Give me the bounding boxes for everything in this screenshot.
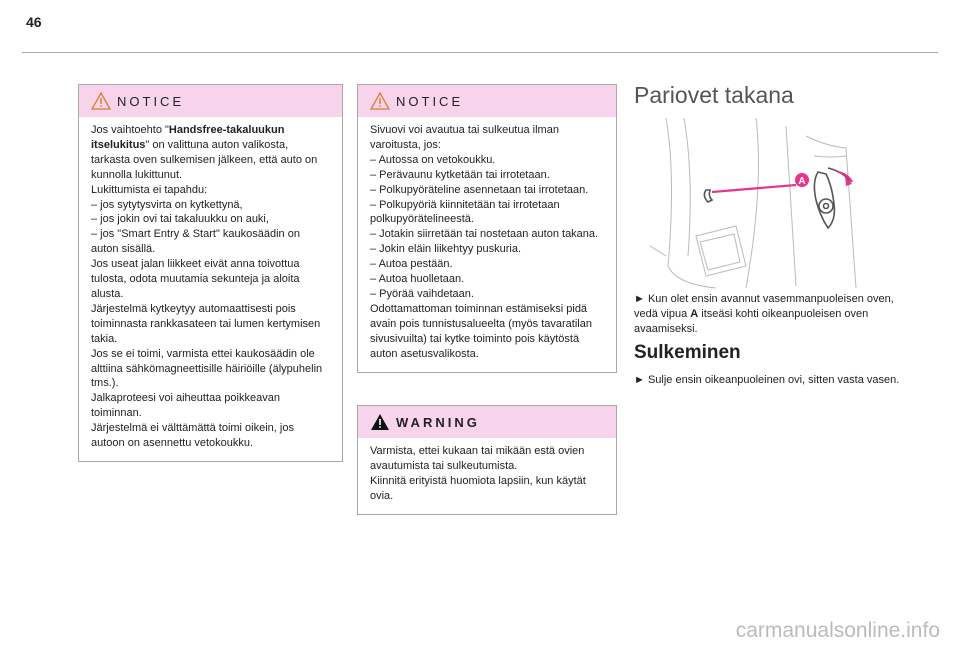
notice-header — [79, 85, 342, 117]
watermark: carmanualsonline.info — [735, 619, 940, 642]
notice-paragraph: Sivuovi voi avautua tai sulkeutua ilman varoitusta, jos: — [370, 124, 559, 151]
notice-list-item: – jos sytytysvirta on kytkettynä, — [91, 198, 243, 211]
warning-paragraph: Varmista, ettei kukaan tai mikään estä ovien avautumista tai sulkeutumista. — [370, 445, 585, 472]
notice-paragraph: Lukittumista ei tapahdu: — [91, 183, 208, 196]
section-title: Pariovet takana — [634, 82, 794, 108]
notice-list-item: – Autoa huolletaan. — [370, 273, 465, 286]
warning-body — [358, 438, 616, 514]
notice-box-side-door — [357, 84, 617, 373]
notice-title: NOTICE — [117, 93, 185, 109]
warning-title: WARNING — [396, 414, 480, 430]
notice-list-item: – Autoa pestään. — [370, 258, 453, 271]
notice-list-item: – Jotakin siirretään tai nostetaan auton takana. — [370, 228, 599, 241]
notice-paragraph: Jalkaproteesi voi aiheuttaa poikkeavan toiminnan. — [91, 392, 280, 420]
warning-paragraph: Kiinnitä erityistä huomiota lapsiin, kun käytät ovia. — [370, 474, 586, 502]
warning-triangle-icon — [370, 413, 390, 431]
notice-list-item: – Polkupyöräteline asennetaan tai irrotetaan. — [370, 183, 589, 196]
warning-header — [358, 406, 616, 438]
notice-body — [358, 117, 616, 372]
notice-list-item: – Autossa on vetokoukku. — [370, 153, 496, 166]
notice-paragraph: Jos se ei toimi, varmista ettei kaukosäädin ole alttiina sähkömagneettisille häiriöille (älypuhelin tms.). — [91, 347, 323, 390]
notice-box-handsfree — [78, 84, 343, 462]
notice-list-item: – Pyörää vaihdetaan. — [370, 287, 474, 300]
opening-instruction: ► Kun olet ensin avannut vasemmanpuoleisen oven, vedä vipua A itseäsi kohti oikeanpuoleisen oven avaamiseksi. — [634, 293, 894, 335]
notice-title: NOTICE — [396, 93, 464, 109]
notice-list-item: – Perävaunu kytketään tai irrotetaan. — [370, 168, 550, 181]
notice-list-item: – Polkupyöriä kiinnitetään tai irrotetaan polkupyörätelineestä. — [370, 198, 560, 226]
warning-box — [357, 405, 617, 515]
notice-list-item: – jos "Smart Entry & Start" kaukosäädin on auton sisällä. — [91, 228, 300, 256]
caution-triangle-icon — [91, 92, 111, 110]
top-divider — [22, 52, 938, 53]
notice-paragraph: Jos useat jalan liikkeet eivät anna toivottua tulosta, odota muutamia sekunteja ja aloita alusta. — [91, 258, 300, 300]
notice-paragraph: Järjestelmä kytkeytyy automaattisesti pois toiminnasta rankkasateen tai lumen kertymisen takia. — [91, 302, 321, 345]
notice-list-item: – Jokin eläin liikehtyy puskuria. — [370, 243, 522, 256]
rear-door-lever-illustration — [636, 116, 866, 290]
notice-header — [358, 85, 616, 117]
closing-instruction: ► Sulje ensin oikeanpuoleinen ovi, sitten vasta vasen. — [634, 374, 900, 386]
notice-paragraph: Odottamattoman toiminnan estämiseksi pidä avain pois tunnistusalueelta (myös tavaratilan sivusivuilta) tai kytke toiminto pois käytöstä auton asetusvalikosta. — [370, 302, 592, 360]
notice-body — [79, 117, 342, 461]
caution-triangle-icon — [370, 92, 390, 110]
notice-paragraph: Järjestelmä ei välttämättä toimi oikein, jos autoon on asennettu vetokoukku. — [91, 422, 294, 450]
page-number: 46 — [26, 14, 42, 30]
notice-list-item: – jos jokin ovi tai takaluukku on auki, — [91, 213, 269, 226]
callout-label-a: A — [798, 176, 806, 187]
closing-subheading: Sulkeminen — [634, 342, 741, 363]
notice-paragraph: Jos vaihtoehto "Handsfree-takaluukun itselukitus" on valittuna auton valikosta, tarkasta oven sulkemisen jälkeen, että auto on kunnolla lukittunut. — [91, 124, 318, 181]
